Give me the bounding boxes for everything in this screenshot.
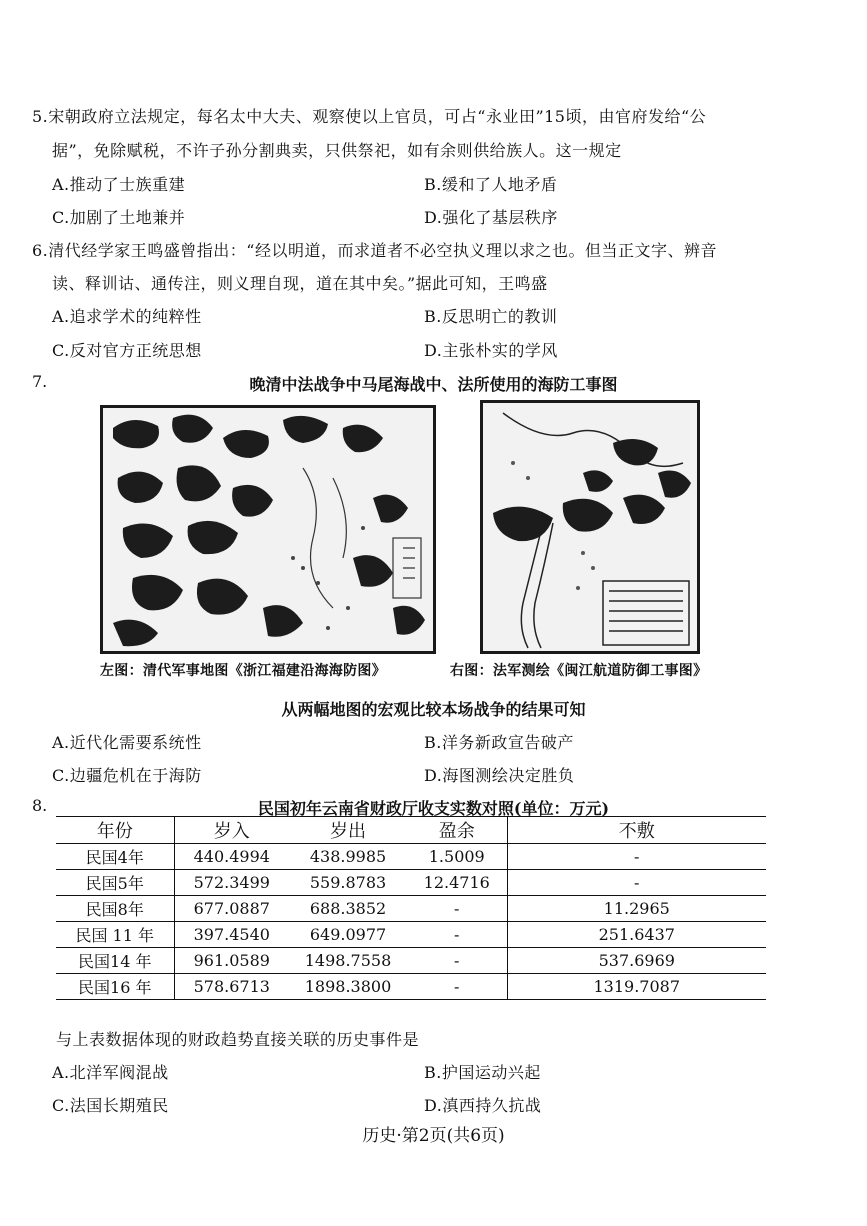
q6-option-a[interactable]: A.追求学术的纯粹性: [52, 307, 202, 326]
right-map-image: [480, 400, 700, 654]
q7-figure-title: 晚清中法战争中马尾海战中、法所使用的海防工事图: [249, 375, 618, 394]
cell-year: 民国16 年: [56, 974, 174, 1000]
table-row: [56, 870, 766, 896]
cell-year: 民国14 年: [56, 948, 174, 974]
cell-revenue: 397.4540: [174, 922, 289, 948]
cell-deficit: 251.6437: [507, 922, 766, 948]
cell-expenditure: 1898.3800: [289, 974, 407, 1000]
q6-option-d[interactable]: D.主张朴实的学风: [424, 341, 558, 360]
header-surplus: 盈余: [407, 817, 507, 844]
table-row: [56, 844, 766, 870]
q6-option-b[interactable]: B.反思明亡的教训: [424, 307, 558, 326]
q8-option-c[interactable]: C.法国长期殖民: [52, 1096, 169, 1115]
table-row: [56, 974, 766, 1000]
right-map-caption: 右图：法军测绘《闽江航道防御工事图》: [450, 663, 708, 679]
cell-revenue: 578.6713: [174, 974, 289, 1000]
cell-revenue: 677.0887: [174, 896, 289, 922]
table-row: [56, 922, 766, 948]
left-map-caption: 左图：清代军事地图《浙江福建沿海海防图》: [100, 663, 386, 679]
cell-surplus: 1.5009: [407, 844, 507, 870]
q6-stem-line2: 读、释训诂、通传注，则义理自现，道在其中矣。”据此可知，王鸣盛: [52, 274, 548, 293]
q8-question: 与上表数据体现的财政趋势直接关联的历史事件是: [56, 1030, 420, 1049]
q5-option-c[interactable]: C.加剧了土地兼并: [52, 208, 186, 227]
q7-question: 从两幅地图的宏观比较本场战争的结果可知: [281, 700, 586, 719]
table-row: [56, 948, 766, 974]
q5-option-a[interactable]: A.推动了士族重建: [52, 175, 186, 194]
cell-expenditure: 438.9985: [289, 844, 407, 870]
q8-option-a[interactable]: A.北洋军阀混战: [52, 1063, 169, 1082]
table-row: [56, 896, 766, 922]
q7-option-c[interactable]: C.边疆危机在于海防: [52, 766, 202, 785]
header-revenue: 岁入: [174, 817, 289, 844]
cell-expenditure: 1498.7558: [289, 948, 407, 974]
cell-surplus: -: [407, 974, 507, 1000]
q5-stem-line2: 据”，免除赋税，不许子孙分割典卖，只供祭祀，如有余则供给族人。这一规定: [52, 141, 622, 160]
finance-table: [56, 816, 766, 1000]
cell-surplus: 12.4716: [407, 870, 507, 896]
q5-option-d[interactable]: D.强化了基层秩序: [424, 208, 558, 227]
cell-deficit: 1319.7087: [507, 974, 766, 1000]
cell-year: 民国4年: [56, 844, 174, 870]
q8-table-title: 民国初年云南省财政厅收支实数对照(单位：万元): [257, 799, 610, 818]
q8-option-b[interactable]: B.护国运动兴起: [424, 1063, 541, 1082]
cell-revenue: 961.0589: [174, 948, 289, 974]
q8-option-d[interactable]: D.滇西持久抗战: [424, 1096, 542, 1115]
cell-expenditure: 559.8783: [289, 870, 407, 896]
q5-stem-line1: 5.宋朝政府立法规定，每名太中大夫、观察使以上官员，可占“永业田”15顷，由官府发给“公: [32, 107, 707, 126]
q7-option-b[interactable]: B.洋务新政宣告破产: [424, 733, 574, 752]
q6-stem-line1: 6.清代经学家王鸣盛曾指出：“经以明道，而求道者不必空执义理以求之也。但当正文字、辨音: [32, 241, 717, 260]
left-map-image: [100, 405, 436, 654]
q6-option-c[interactable]: C.反对官方正统思想: [52, 341, 202, 360]
cell-surplus: -: [407, 896, 507, 922]
q7-option-a[interactable]: A.近代化需要系统性: [52, 733, 202, 752]
q7-option-d[interactable]: D.海图测绘决定胜负: [424, 766, 575, 785]
q5-option-b[interactable]: B.缓和了人地矛盾: [424, 175, 558, 194]
q8-number: 8.: [32, 796, 48, 815]
cell-deficit: -: [507, 844, 766, 870]
cell-surplus: -: [407, 922, 507, 948]
header-expenditure: 岁出: [289, 817, 407, 844]
cell-deficit: 11.2965: [507, 896, 766, 922]
cell-surplus: -: [407, 948, 507, 974]
header-deficit: 不敷: [507, 817, 766, 844]
cell-year: 民国8年: [56, 896, 174, 922]
header-year: 年份: [56, 817, 174, 844]
cell-revenue: 440.4994: [174, 844, 289, 870]
table-header-row: [56, 817, 766, 844]
page-footer: 历史·第2页(共6页): [362, 1126, 505, 1146]
cell-deficit: -: [507, 870, 766, 896]
cell-expenditure: 649.0977: [289, 922, 407, 948]
cell-expenditure: 688.3852: [289, 896, 407, 922]
cell-revenue: 572.3499: [174, 870, 289, 896]
cell-year: 民国 11 年: [56, 922, 174, 948]
q7-number: 7.: [32, 372, 48, 391]
cell-deficit: 537.6969: [507, 948, 766, 974]
cell-year: 民国5年: [56, 870, 174, 896]
